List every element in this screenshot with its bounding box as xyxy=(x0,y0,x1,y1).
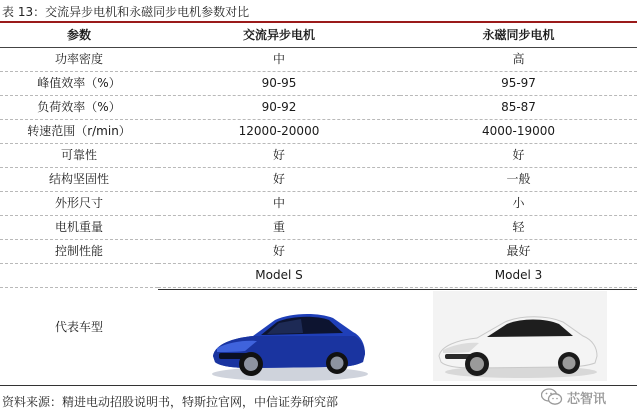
induction-cell: 好 xyxy=(158,144,400,168)
table-row xyxy=(0,48,637,72)
pm-cell: 小 xyxy=(400,192,637,216)
watermark-text: 芯智讯 xyxy=(567,391,607,407)
table-caption: 表 13：交流异步电机和永磁同步电机参数对比 xyxy=(2,5,250,19)
header-induction-motor: 交流异步电机 xyxy=(158,24,400,48)
table-row xyxy=(0,120,637,144)
table-row xyxy=(0,96,637,120)
watermark xyxy=(541,386,637,408)
model-row-spacer xyxy=(0,264,158,288)
pm-cell: 轻 xyxy=(400,216,637,240)
param-cell: 功率密度 xyxy=(0,48,158,72)
param-cell: 峰值效率（%） xyxy=(0,72,158,96)
model-s-car-image xyxy=(205,296,370,382)
pm-cell: 95-97 xyxy=(400,72,637,96)
pm-cell: 85-87 xyxy=(400,96,637,120)
param-cell: 控制性能 xyxy=(0,240,158,264)
induction-cell: 好 xyxy=(158,240,400,264)
model-row-rule xyxy=(158,289,637,290)
param-cell: 外形尺寸 xyxy=(0,192,158,216)
header-pm-motor: 永磁同步电机 xyxy=(400,24,637,48)
induction-cell: 12000-20000 xyxy=(158,120,400,144)
table-row xyxy=(0,72,637,96)
model-s-name: Model S xyxy=(158,264,400,288)
model-row xyxy=(0,264,637,288)
comparison-table xyxy=(0,24,637,288)
table-row xyxy=(0,144,637,168)
table-row xyxy=(0,240,637,264)
param-cell: 转速范围（r/min） xyxy=(0,120,158,144)
source-note: 资料来源：精进电动招股说明书，特斯拉官网，中信证券研究部 xyxy=(2,395,339,409)
induction-cell: 中 xyxy=(158,48,400,72)
table-header-row xyxy=(0,24,637,48)
table-row xyxy=(0,168,637,192)
induction-cell: 90-95 xyxy=(158,72,400,96)
wechat-icon xyxy=(541,388,563,406)
param-cell: 负荷效率（%） xyxy=(0,96,158,120)
table-row xyxy=(0,192,637,216)
pm-cell: 好 xyxy=(400,144,637,168)
table-row xyxy=(0,216,637,240)
induction-cell: 重 xyxy=(158,216,400,240)
pm-cell: 最好 xyxy=(400,240,637,264)
induction-cell: 90-92 xyxy=(158,96,400,120)
pm-cell: 高 xyxy=(400,48,637,72)
pm-cell: 4000-19000 xyxy=(400,120,637,144)
representative-model-label: 代表车型 xyxy=(54,320,103,334)
pm-cell: 一般 xyxy=(400,168,637,192)
header-param: 参数 xyxy=(0,24,158,48)
param-cell: 电机重量 xyxy=(0,216,158,240)
model-3-name: Model 3 xyxy=(400,264,637,288)
model-3-car-image xyxy=(433,300,603,382)
caption-rule xyxy=(0,21,637,23)
param-cell: 结构坚固性 xyxy=(0,168,158,192)
induction-cell: 中 xyxy=(158,192,400,216)
param-cell: 可靠性 xyxy=(0,144,158,168)
induction-cell: 好 xyxy=(158,168,400,192)
